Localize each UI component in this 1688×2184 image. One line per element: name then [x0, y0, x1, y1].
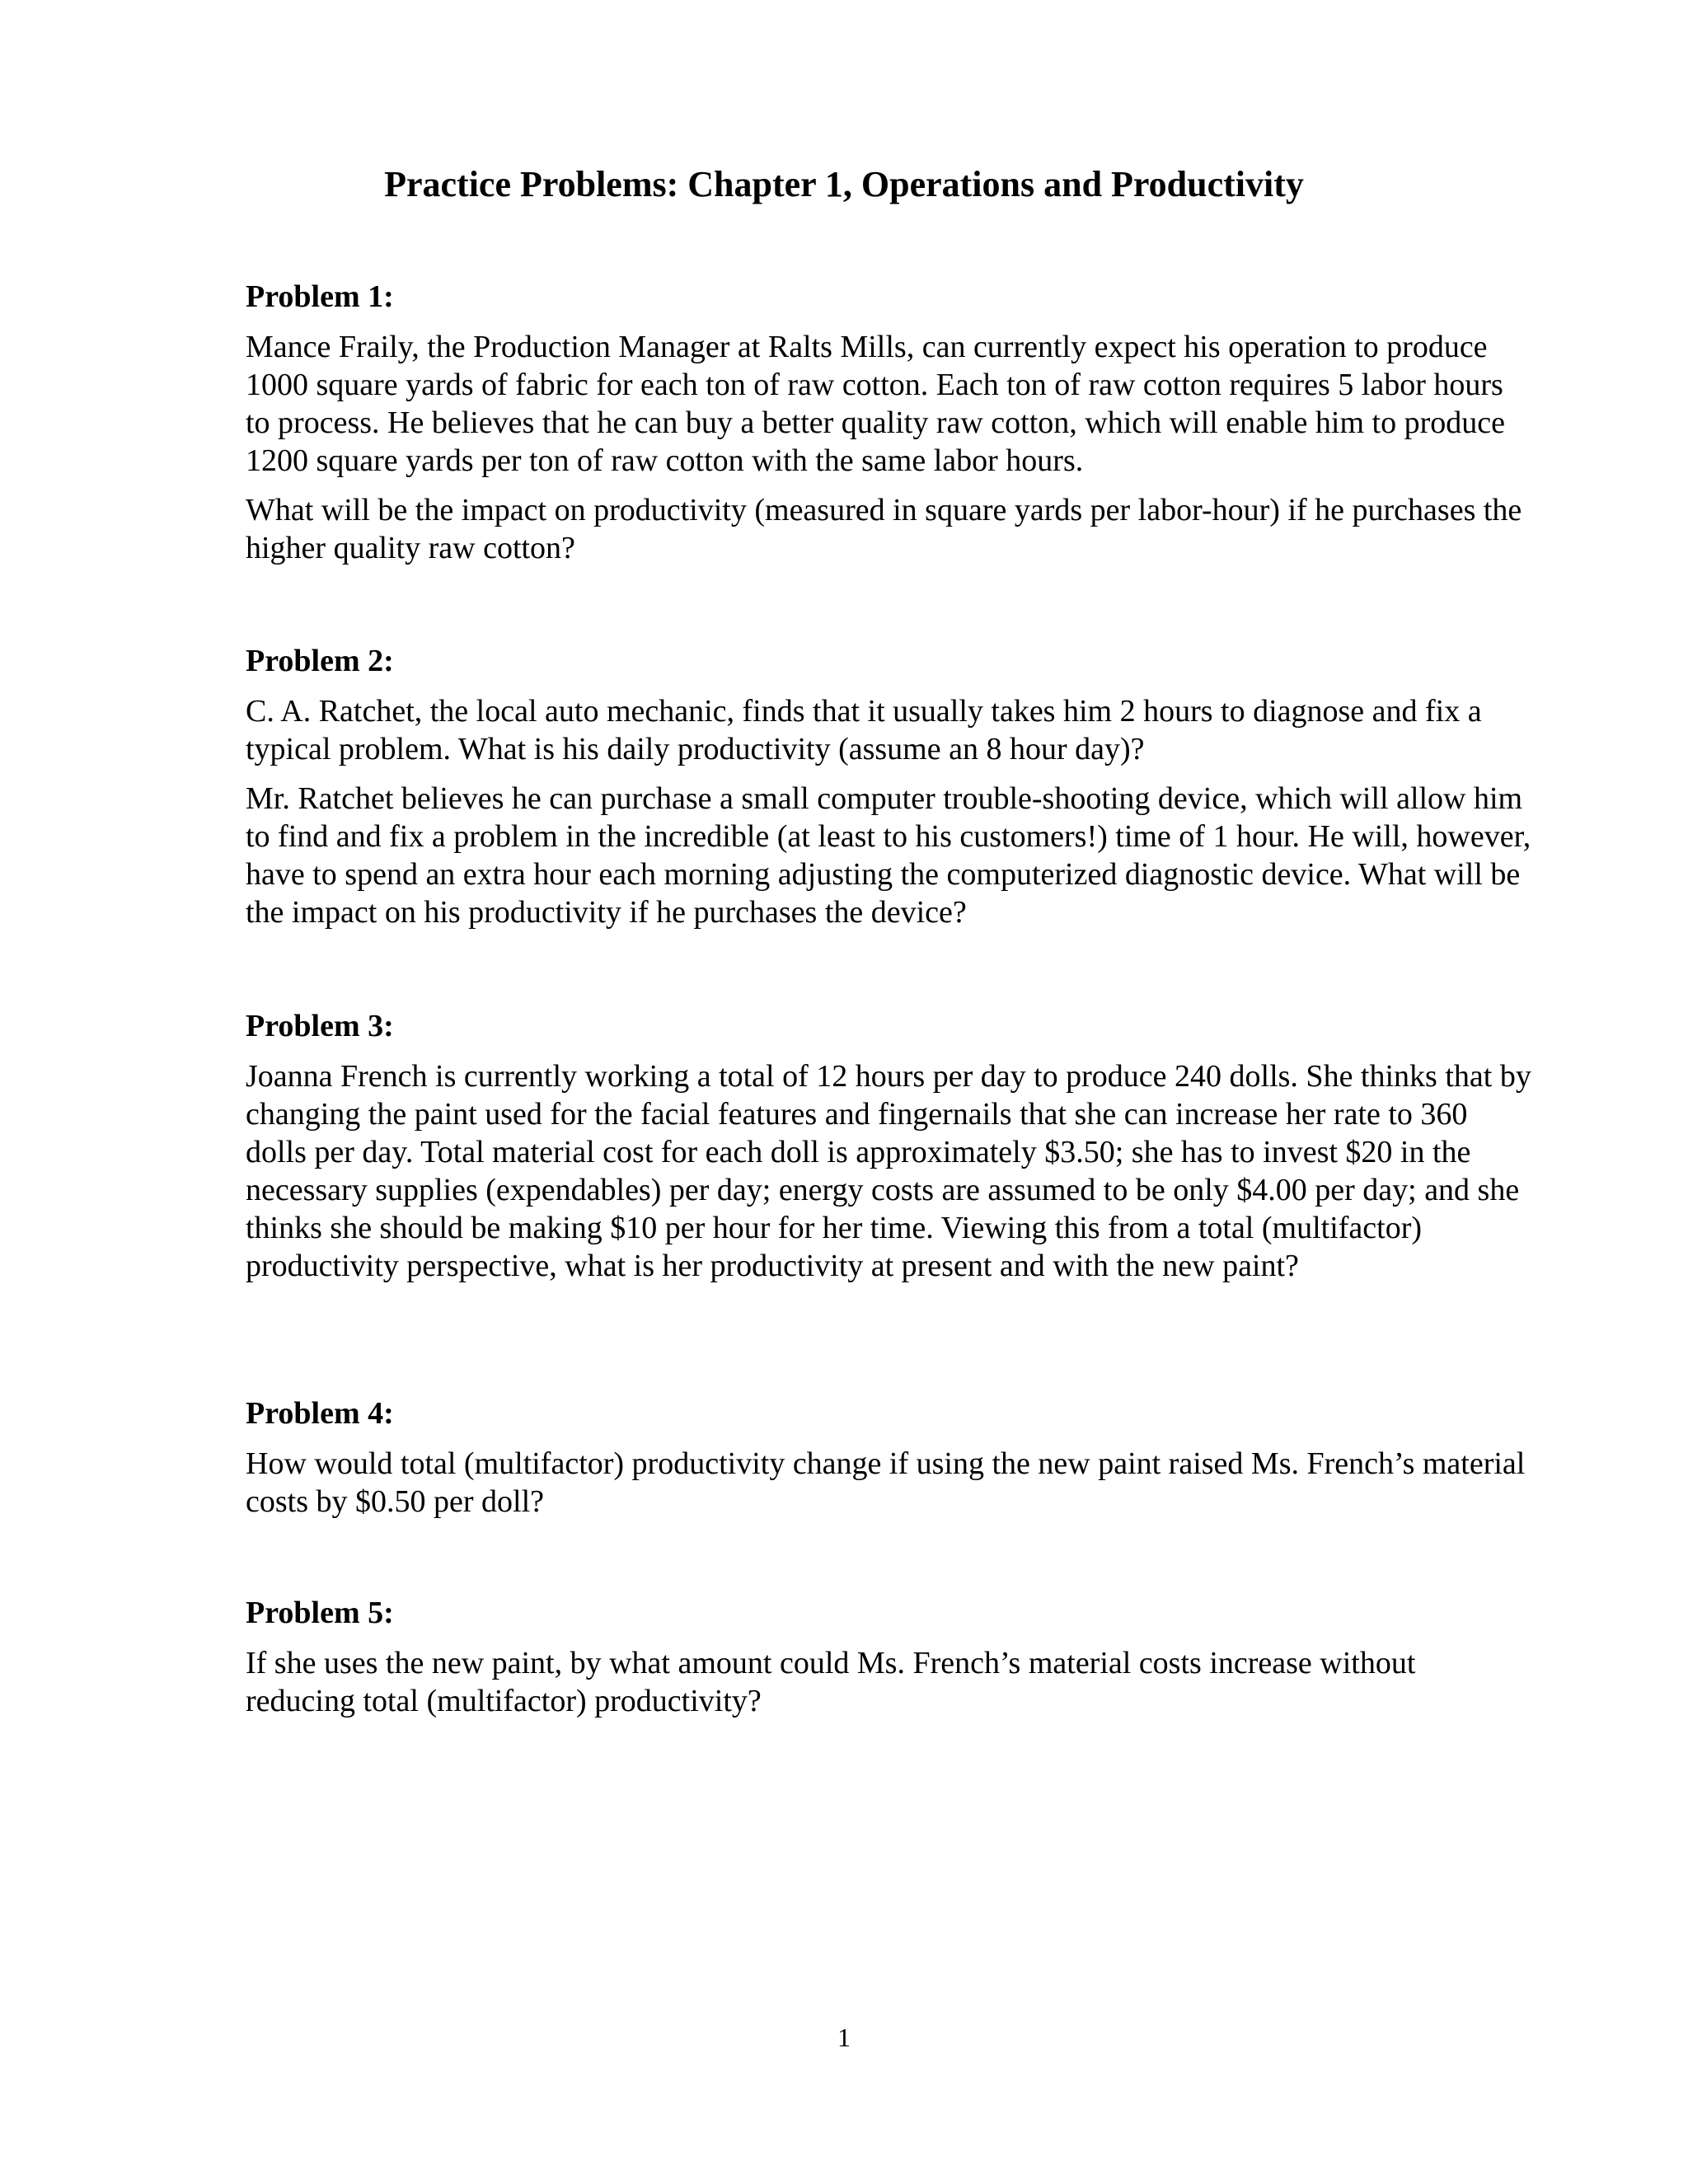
problem-5-paragraph-1: If she uses the new paint, by what amount could Ms. French’s material costs increase without reducing total (multifactor) productivity? — [246, 1646, 1416, 1718]
problem-5 — [246, 1593, 1531, 1732]
problem-1-paragraph-2: What will be the impact on productivity (measured in square yards per labor-hour) if he purchases the higher quality raw cotton? — [246, 493, 1522, 565]
problem-2-heading: Problem 2: — [246, 644, 394, 678]
problem-4 — [246, 1394, 1531, 1532]
problem-3 — [246, 1006, 1531, 1296]
problem-1 — [246, 277, 1531, 579]
problem-1-heading: Problem 1: — [246, 279, 394, 314]
problem-4-paragraph-1: How would total (multifactor) productivity change if using the new paint raised Ms. French’s material costs by $0.50 per doll? — [246, 1446, 1526, 1519]
problem-4-heading: Problem 4: — [246, 1396, 394, 1431]
page-number: 1 — [837, 2022, 851, 2052]
problem-2-paragraph-1: C. A. Ratchet, the local auto mechanic, finds that it usually takes him 2 hours to diagnose and fix a typical problem. What is his daily productivity (assume an 8 hour day)? — [246, 694, 1482, 766]
problem-2 — [246, 641, 1531, 943]
problem-5-heading: Problem 5: — [246, 1596, 394, 1630]
problem-3-heading: Problem 3: — [246, 1009, 394, 1043]
problem-1-paragraph-1: Mance Fraily, the Production Manager at Ralts Mills, can currently expect his operation to produce 1000 square yards of fabric for each ton of raw cotton. Each ton of raw cotton requires 5 labor hours to process. He believes that he can buy a better quality raw cotton, which will enable him to produce 1200 square yards per ton of raw cotton with the same labor hours. — [246, 330, 1505, 478]
problem-2-paragraph-2: Mr. Ratchet believes he can purchase a small computer trouble-shooting device, which will allow him to find and fix a problem in the incredible (at least to his customers!) time of 1 hour. He will, however, have to spend an extra hour each morning adjusting the computerized diagnostic device. What will be the impact on his productivity if he purchases the device? — [246, 781, 1531, 930]
problem-3-paragraph-1: Joanna French is currently working a total of 12 hours per day to produce 240 dolls. She thinks that by changing the paint used for the facial features and fingernails that she can increase her rate to 360 dolls per day. Total material cost for each doll is approximately $3.50; she has to invest $20 in the necessary supplies (expendables) per day; energy costs are assumed to be only $4.00 per day; and she thinks she should be making $10 per hour for her time. Viewing this from a total (multifactor) productivity perspective, what is her productivity at present and with the new paint? — [246, 1059, 1531, 1283]
page-title: Practice Problems: Chapter 1, Operations and Productivity — [384, 164, 1304, 204]
